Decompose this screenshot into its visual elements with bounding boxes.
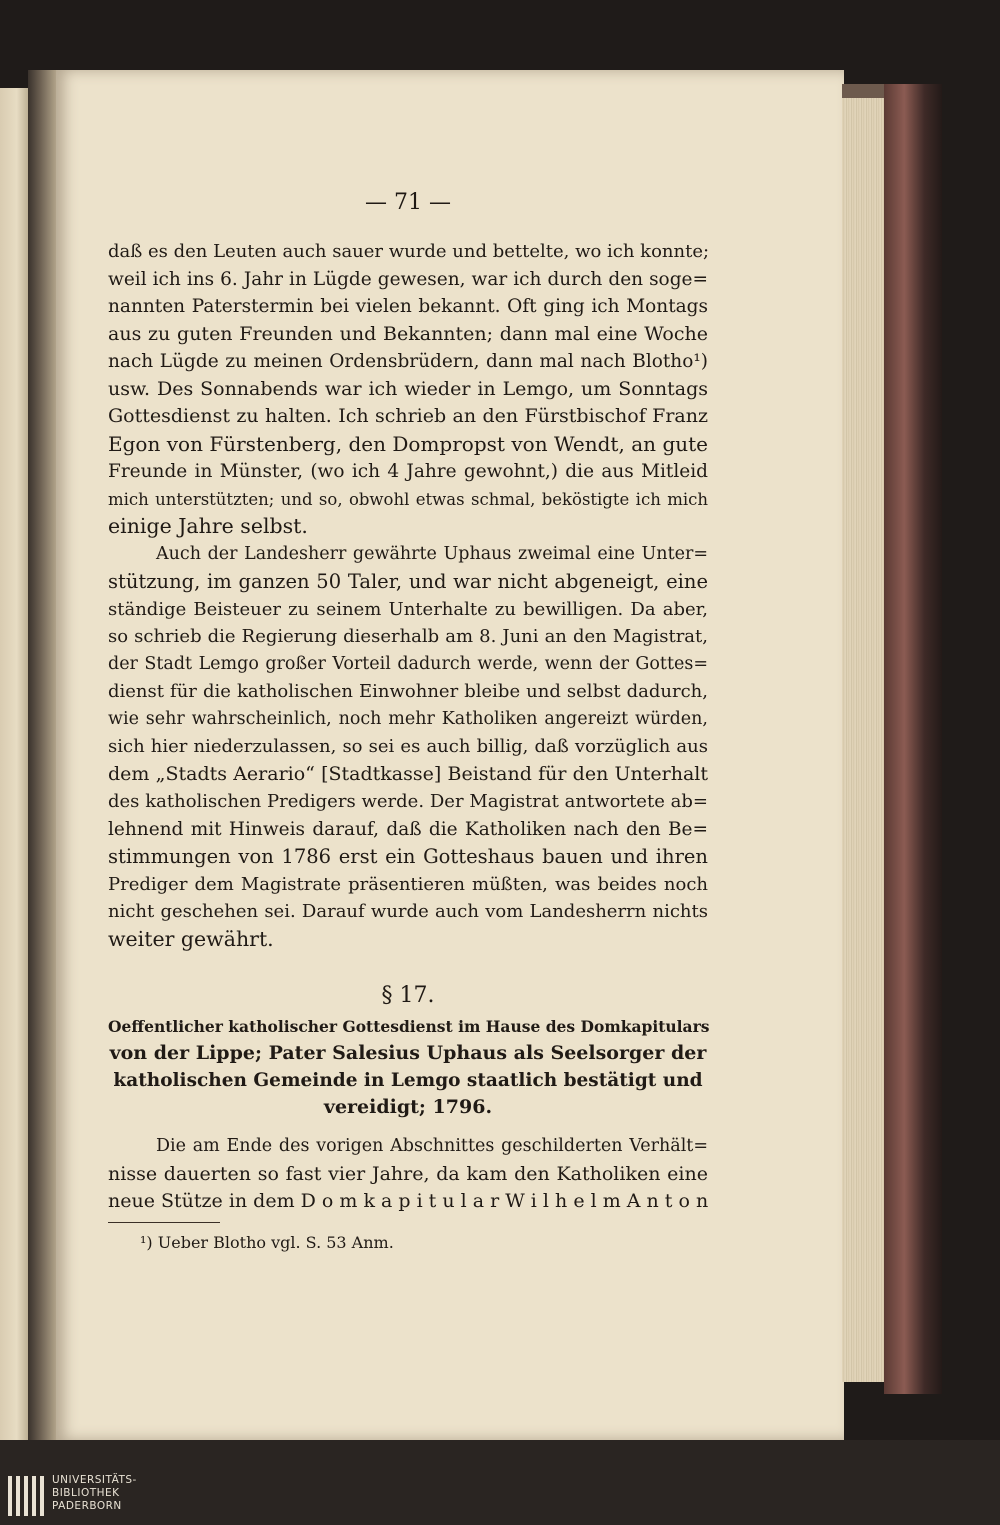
logo-line: UNIVERSITÄTS-	[52, 1474, 137, 1486]
text-line: lehnend mit Hinweis darauf, daß die Katholiken nach den Be=	[108, 818, 708, 840]
text-line: weiter gewährt.	[108, 926, 274, 951]
text-line: aus zu guten Freunden und Bekannten; dann mal eine Woche	[108, 322, 708, 345]
text-line: stützung, im ganzen 50 Taler, und war nicht abgeneigt, eine	[108, 570, 708, 593]
text-line: nisse dauerten so fast vier Jahre, da kam den Katholiken eine	[108, 1162, 708, 1185]
text-line: dienst für die katholischen Einwohner bleibe und selbst dadurch,	[108, 681, 708, 702]
paragraph-2	[108, 541, 708, 954]
page-edges	[842, 92, 884, 1382]
text-line: Gottesdienst zu halten. Ich schrieb an den Fürstbischof Franz	[108, 405, 708, 427]
text-line: des katholischen Predigers werde. Der Magistrat antwortete ab=	[108, 791, 708, 812]
text-line: usw. Des Sonnabends war ich wieder in Lemgo, um Sonntags	[108, 377, 708, 400]
text-line: nannten Paterstermin bei vielen bekannt. Oft ging ich Montags	[108, 296, 708, 317]
page-text	[108, 190, 708, 1255]
section-heading	[108, 1013, 708, 1121]
section-number: § 17.	[381, 983, 435, 1008]
text-line: wie sehr wahrscheinlich, noch mehr Katholiken angereizt würden,	[108, 708, 708, 729]
text-line: stimmungen von 1786 erst ein Gotteshaus bauen und ihren	[108, 845, 708, 868]
text-line: Freunde in Münster, (wo ich 4 Jahre gewohnt,) die aus Mitleid	[108, 461, 708, 482]
text-line: nicht geschehen sei. Darauf wurde auch vom Landesherrn nichts	[108, 901, 708, 922]
logo-line: BIBLIOTHEK	[52, 1487, 120, 1499]
text-line: so schrieb die Regierung dieserhalb am 8. Juni an den Magistrat,	[108, 626, 708, 647]
text-line: mich unterstützten; und so, obwohl etwas schmal, beköstigte ich mich	[108, 489, 708, 509]
library-logo-icon	[8, 1476, 44, 1516]
text-line: Die am Ende des vorigen Abschnittes geschilderten Verhält=	[156, 1136, 708, 1156]
heading-line: Oeffentlicher katholischer Gottesdienst im Hause des Domkapitulars	[108, 1017, 710, 1036]
book-cover	[884, 84, 942, 1394]
text-line: daß es den Leuten auch sauer wurde und bettelte, wo ich konnte;	[108, 241, 710, 262]
footnote-rule	[108, 1222, 220, 1223]
text-line: neue Stütze in dem D o m k a p i t u l a r W i l h e l m A n t o n	[108, 1190, 709, 1212]
page-number: — 71 —	[365, 190, 451, 215]
text-line: sich hier niederzulassen, so sei es auch billig, daß vorzüglich aus	[108, 736, 708, 757]
text-line: nach Lügde zu meinen Ordensbrüdern, dann mal nach Blotho¹)	[108, 351, 708, 372]
heading-line: vereidigt; 1796.	[323, 1096, 493, 1118]
facing-page-edge	[0, 88, 28, 1440]
text-line: Egon von Fürstenberg, den Dompropst von Wendt, an gute	[108, 431, 708, 456]
heading-line: katholischen Gemeinde in Lemgo staatlich bestätigt und	[113, 1070, 703, 1091]
text-line: einige Jahre selbst.	[108, 514, 308, 538]
book-gutter	[28, 70, 58, 1440]
logo-line: PADERBORN	[52, 1500, 122, 1512]
library-logo-text	[52, 1474, 137, 1513]
text-line: Prediger dem Magistrate präsentieren müßten, was beides noch	[108, 873, 708, 895]
heading-line: von der Lippe; Pater Salesius Uphaus als Seelsorger der	[109, 1042, 707, 1064]
section-paragraph	[108, 1133, 708, 1216]
text-line: Auch der Landesherr gewährte Uphaus zweimal eine Unter=	[156, 543, 708, 564]
text-line: dem „Stadts Aerario“ [Stadtkasse] Beistand für den Unterhalt	[108, 762, 708, 785]
footer-band	[0, 1440, 1000, 1525]
text-line: der Stadt Lemgo großer Vorteil dadurch werde, wenn der Gottes=	[108, 653, 708, 674]
paragraph-1	[108, 238, 708, 541]
text-line: weil ich ins 6. Jahr in Lügde gewesen, war ich durch den soge=	[108, 268, 708, 290]
text-line: ständige Beisteuer zu seinem Unterhalte zu bewilligen. Da aber,	[108, 598, 708, 620]
footnote: ¹) Ueber Blotho vgl. S. 53 Anm.	[140, 1232, 394, 1252]
